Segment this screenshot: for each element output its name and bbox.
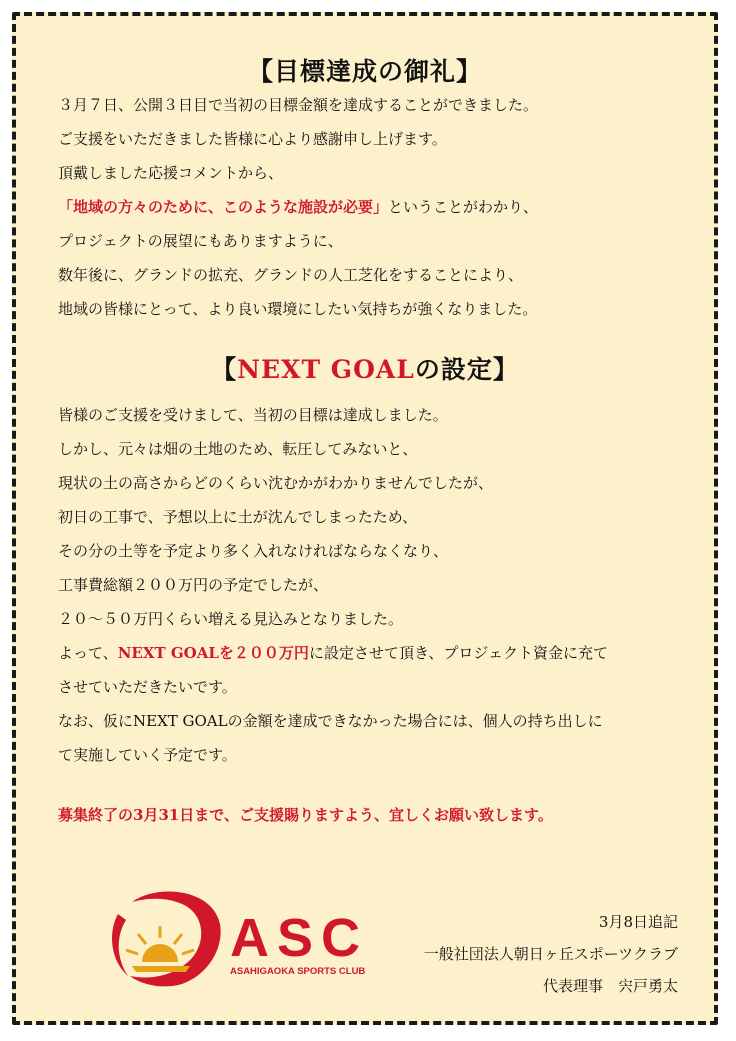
title-bracket-close: の設定】 [414,355,519,384]
goal-line-2: させていただきたいです。 [58,678,237,696]
goal-post: に設定させて頂き、プロジェクト資金に充て [308,644,609,662]
section2-line: その分の土等を予定より多く入れなければならなくなり、 [58,542,449,560]
signature-organization: 一般社団法人朝日ヶ丘スポーツクラブ [423,945,678,963]
section1-line: 数年後に、グランドの拡充、グランドの人工芝化をすることにより、 [58,266,524,284]
section2-title [16,350,714,386]
title-next-goal: NEXT GOAL [237,355,415,384]
title-bracket-open: 【 [211,355,238,384]
asc-logo [102,884,392,994]
section2-line: 現状の土の高さからどのくらい沈むかがわかりませんでしたが、 [58,474,494,492]
section1-title: 【目標達成の御礼】 [247,57,482,86]
section2-body [58,398,708,772]
section2-line: 初日の工事で、予想以上に土が沈んでしまったため、 [58,508,418,526]
section2-line: しかし、元々は畑の土地のため、転圧してみないと、 [58,440,418,458]
signature-representative: 代表理事 宍戸勇太 [542,977,678,995]
note-line-1: なお、仮にNEXT GOALの金額を達成できなかった場合には、個人の持ち出しに [58,712,603,730]
signature-date: 3月8日追記 [598,913,678,931]
logo-letters: ASC [230,908,369,968]
section2-line: ２０〜５０万円くらい増える見込みとなりました。 [58,610,404,628]
goal-pre: よって、 [58,644,118,662]
section1-line: 頂戴しました応援コメントから、 [58,164,284,182]
sun-icon [126,926,194,972]
section1-line: ご支援をいただきました皆様に心より感謝申し上げます。 [58,130,447,148]
closing-message: 募集終了の3月31日まで、ご支援賜りますよう、宜しくお願い致します。 [58,806,553,824]
section1-body [58,88,708,326]
section2-line: 皆様のご支援を受けまして、当初の目標は達成しました。 [58,406,448,424]
logo-subtitle: ASAHIGAOKA SPORTS CLUB [230,966,366,977]
notice-sheet [12,12,718,1025]
section1-line: ３月７日、公開３日目で当初の目標金額を達成することができました。 [58,96,539,114]
goal-line [58,636,708,670]
signature-block [424,906,678,1002]
section1-highlight-line [58,190,708,224]
note-line-2: て実施していく予定です。 [58,746,237,764]
section1-line: プロジェクトの展望にもありますように、 [58,232,343,250]
highlight-quote: 「地域の方々のために、このような施設が必要」 [58,198,389,216]
section1-line: 地域の皆様にとって、より良い環境にしたい気持ちが強くなりました。 [58,300,538,318]
highlight-rest: ということがわかり、 [388,198,539,216]
goal-amount: NEXT GOALを２００万円 [117,644,309,662]
section2-line: 工事費総額２００万円の予定でしたが、 [58,576,329,594]
